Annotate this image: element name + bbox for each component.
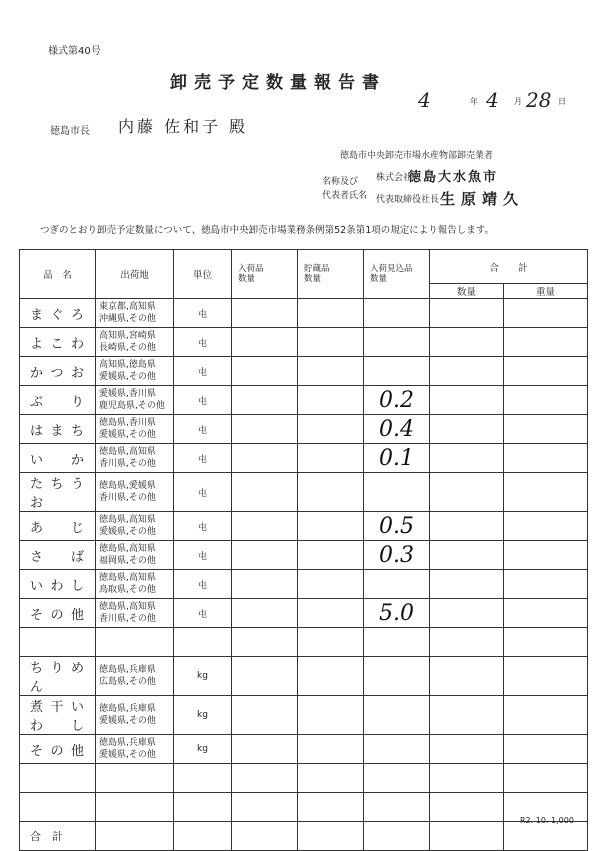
origin-cell [96,512,174,541]
blank-cell [232,793,298,822]
origin-line-2: 長崎県,その他 [99,343,156,353]
addressee-title: 徳島市長 [50,126,90,137]
header-origin: 出荷地 [96,250,174,299]
header-arrival: 入荷品 数量 [232,250,298,299]
document-title: 卸売予定数量報告書 [170,73,386,93]
date-year-unit: 年 [470,97,478,106]
unit-cell: 屯 [174,570,232,599]
total-count [430,570,504,599]
total-cell [430,822,504,851]
origin-line-1: 徳島県,香川県 [99,418,156,428]
blank-cell [232,764,298,793]
arrival-count [232,473,298,512]
total-count [430,357,504,386]
origin-line-2: 沖縄県,その他 [99,314,156,324]
blank-cell [430,793,504,822]
report-table [19,249,588,851]
unit-cell: 屯 [174,512,232,541]
expected-count [364,696,430,735]
header-row [20,250,588,284]
blank-cell [232,628,298,657]
item-name: ぶり [20,386,96,415]
date-month: 4 [486,88,499,112]
table-row [20,299,588,328]
arrival-count [232,735,298,764]
item-name: いか [20,444,96,473]
blank-cell [430,628,504,657]
origin-line-2: 広島県,その他 [99,677,156,687]
expected-count: 0.5 [364,512,430,541]
blank-row [20,628,588,657]
stock-count [298,570,364,599]
expected-count: 0.2 [364,386,430,415]
print-footer: R2. 10. 1,000 [520,816,574,825]
item-name: ちりめん [20,657,96,696]
stock-count [298,299,364,328]
origin-line-1: 徳島県,兵庫県 [99,665,156,675]
table-row [20,570,588,599]
total-count [430,735,504,764]
origin-line-2: 愛媛県,その他 [99,430,156,440]
table-row [20,415,588,444]
stock-count [298,735,364,764]
total-weight [504,599,588,628]
unit-cell: 屯 [174,415,232,444]
representative-name: 生原靖久 [440,190,525,208]
table-row [20,473,588,512]
item-name: 煮干いわし [20,696,96,735]
origin-cell [96,415,174,444]
item-name: たちうお [20,473,96,512]
total-cell [96,822,174,851]
total-weight [504,512,588,541]
blank-cell [364,628,430,657]
origin-cell [96,299,174,328]
stock-count [298,541,364,570]
expected-count: 0.3 [364,541,430,570]
stock-count [298,599,364,628]
blank-cell [298,764,364,793]
origin-line-1: 高知県,宮崎県 [99,331,156,341]
origin-cell [96,473,174,512]
total-weight [504,386,588,415]
stock-count [298,657,364,696]
origin-line-2: 愛媛県,その他 [99,372,156,382]
expected-count [364,473,430,512]
blank-cell [174,793,232,822]
blank-cell [504,764,588,793]
origin-line-1: 東京都,高知県 [99,302,156,312]
header-expected: 入荷見込品 数量 [364,250,430,299]
item-name: いわし [20,570,96,599]
header-item: 品 名 [20,250,96,299]
total-cell [504,822,588,851]
arrival-count [232,657,298,696]
total-row [20,822,588,851]
expected-count [364,570,430,599]
origin-line-1: 徳島県,兵庫県 [99,738,156,748]
blank-cell [20,793,96,822]
item-name: よこわ [20,328,96,357]
stock-count [298,357,364,386]
total-cell [298,822,364,851]
arrival-count [232,386,298,415]
total-count [430,541,504,570]
representative-title: 代表取締役社長 [376,195,440,205]
table-row [20,541,588,570]
table-row [20,599,588,628]
item-name: その他 [20,599,96,628]
blank-cell [96,628,174,657]
blank-cell [364,793,430,822]
stock-count [298,415,364,444]
blank-cell [20,764,96,793]
total-weight [504,357,588,386]
origin-cell [96,657,174,696]
origin-line-1: 徳島県,高知県 [99,544,156,554]
expected-count [364,735,430,764]
table-row [20,328,588,357]
total-count [430,444,504,473]
table-row [20,357,588,386]
origin-cell [96,570,174,599]
expected-count: 0.1 [364,444,430,473]
arrival-count [232,599,298,628]
total-weight [504,541,588,570]
stock-count [298,696,364,735]
form-number: 様式第40号 [48,46,101,57]
arrival-count [232,541,298,570]
header-unit: 単位 [174,250,232,299]
blank-cell [364,764,430,793]
total-cell [232,822,298,851]
blank-cell [298,793,364,822]
origin-line-1: 徳島県,高知県 [99,515,156,525]
origin-line-2: 香川県,その他 [99,614,156,624]
expected-count: 0.4 [364,415,430,444]
stock-count [298,386,364,415]
date-day-unit: 日 [558,97,566,106]
origin-line-1: 徳島県,兵庫県 [99,704,156,714]
blank-cell [298,628,364,657]
item-name: あじ [20,512,96,541]
origin-line-1: 徳島県,高知県 [99,573,156,583]
stock-count [298,444,364,473]
header-total-weight: 重量 [504,284,588,299]
intro-text: つぎのとおり卸売予定数量について、徳島市中央卸売市場業務条例第52条第1項の規定により報告します。 [40,225,494,236]
name-label-1: 名称及び [322,177,359,187]
total-count [430,328,504,357]
expected-count [364,657,430,696]
unit-cell: kg [174,657,232,696]
origin-cell [96,599,174,628]
item-name: その他 [20,735,96,764]
origin-line-1: 徳島県,高知県 [99,602,156,612]
total-cell [174,822,232,851]
stock-count [298,473,364,512]
origin-line-2: 鹿児島県,その他 [99,401,165,411]
blank-cell [430,764,504,793]
arrival-count [232,357,298,386]
origin-cell [96,541,174,570]
arrival-count [232,512,298,541]
total-count [430,386,504,415]
blank-cell [20,628,96,657]
origin-line-2: 香川県,その他 [99,493,156,503]
origin-line-1: 徳島県,高知県 [99,447,156,457]
origin-line-1: 徳島県,愛媛県 [99,481,156,491]
blank-cell [96,764,174,793]
origin-line-1: 愛媛県,香川県 [99,389,156,399]
unit-cell: 屯 [174,299,232,328]
table-row [20,735,588,764]
unit-cell: 屯 [174,357,232,386]
blank-cell [174,764,232,793]
header-stock: 貯蔵品 数量 [298,250,364,299]
origin-cell [96,444,174,473]
expected-count: 5.0 [364,599,430,628]
header-total: 合 計 [430,250,588,284]
name-label-2: 代表者氏名 [322,191,368,201]
unit-cell: 屯 [174,473,232,512]
total-label: 合 計 [20,822,96,851]
total-weight [504,299,588,328]
blank-cell [96,793,174,822]
unit-cell: kg [174,735,232,764]
expected-count [364,299,430,328]
firm-name: 徳島大水魚市 [408,170,499,185]
total-count [430,299,504,328]
stock-count [298,328,364,357]
unit-cell: 屯 [174,328,232,357]
stock-count [298,512,364,541]
total-weight [504,444,588,473]
origin-cell [96,735,174,764]
total-count [430,599,504,628]
origin-line-2: 香川県,その他 [99,459,156,469]
addressee-name: 内藤 佐和子 殿 [118,117,249,136]
date-day: 28 [526,88,552,112]
sender-company-line: 徳島市中央卸売市場水産物部卸売業者 [340,151,494,161]
origin-line-2: 鳥取県,その他 [99,585,156,595]
table-row [20,444,588,473]
origin-line-1: 高知県,徳島県 [99,360,156,370]
total-weight [504,696,588,735]
table-row [20,512,588,541]
arrival-count [232,299,298,328]
unit-cell: 屯 [174,599,232,628]
blank-row [20,793,588,822]
blank-cell [174,628,232,657]
item-name: さば [20,541,96,570]
table-row [20,386,588,415]
origin-cell [96,386,174,415]
unit-cell: 屯 [174,444,232,473]
header-total-count: 数量 [430,284,504,299]
item-name: まぐろ [20,299,96,328]
total-count [430,473,504,512]
total-count [430,696,504,735]
blank-row [20,764,588,793]
expected-count [364,328,430,357]
origin-cell [96,328,174,357]
total-count [430,415,504,444]
arrival-count [232,328,298,357]
total-count [430,512,504,541]
arrival-count [232,570,298,599]
firm-prefix: 株式会社 [376,173,413,183]
total-weight [504,473,588,512]
origin-cell [96,357,174,386]
item-name: かつお [20,357,96,386]
date-month-unit: 月 [514,97,522,106]
origin-cell [96,696,174,735]
total-weight [504,735,588,764]
blank-cell [504,628,588,657]
item-name: はまち [20,415,96,444]
arrival-count [232,696,298,735]
table-row [20,657,588,696]
total-weight [504,328,588,357]
unit-cell: 屯 [174,386,232,415]
total-cell [364,822,430,851]
total-count [430,657,504,696]
origin-line-2: 愛媛県,その他 [99,750,156,760]
origin-line-2: 愛媛県,その他 [99,527,156,537]
date-year: 4 [418,88,431,112]
total-weight [504,415,588,444]
origin-line-2: 愛媛県,その他 [99,716,156,726]
unit-cell: kg [174,696,232,735]
arrival-count [232,444,298,473]
total-weight [504,570,588,599]
origin-line-2: 福岡県,その他 [99,556,156,566]
unit-cell: 屯 [174,541,232,570]
table-row [20,696,588,735]
expected-count [364,357,430,386]
arrival-count [232,415,298,444]
total-weight [504,657,588,696]
